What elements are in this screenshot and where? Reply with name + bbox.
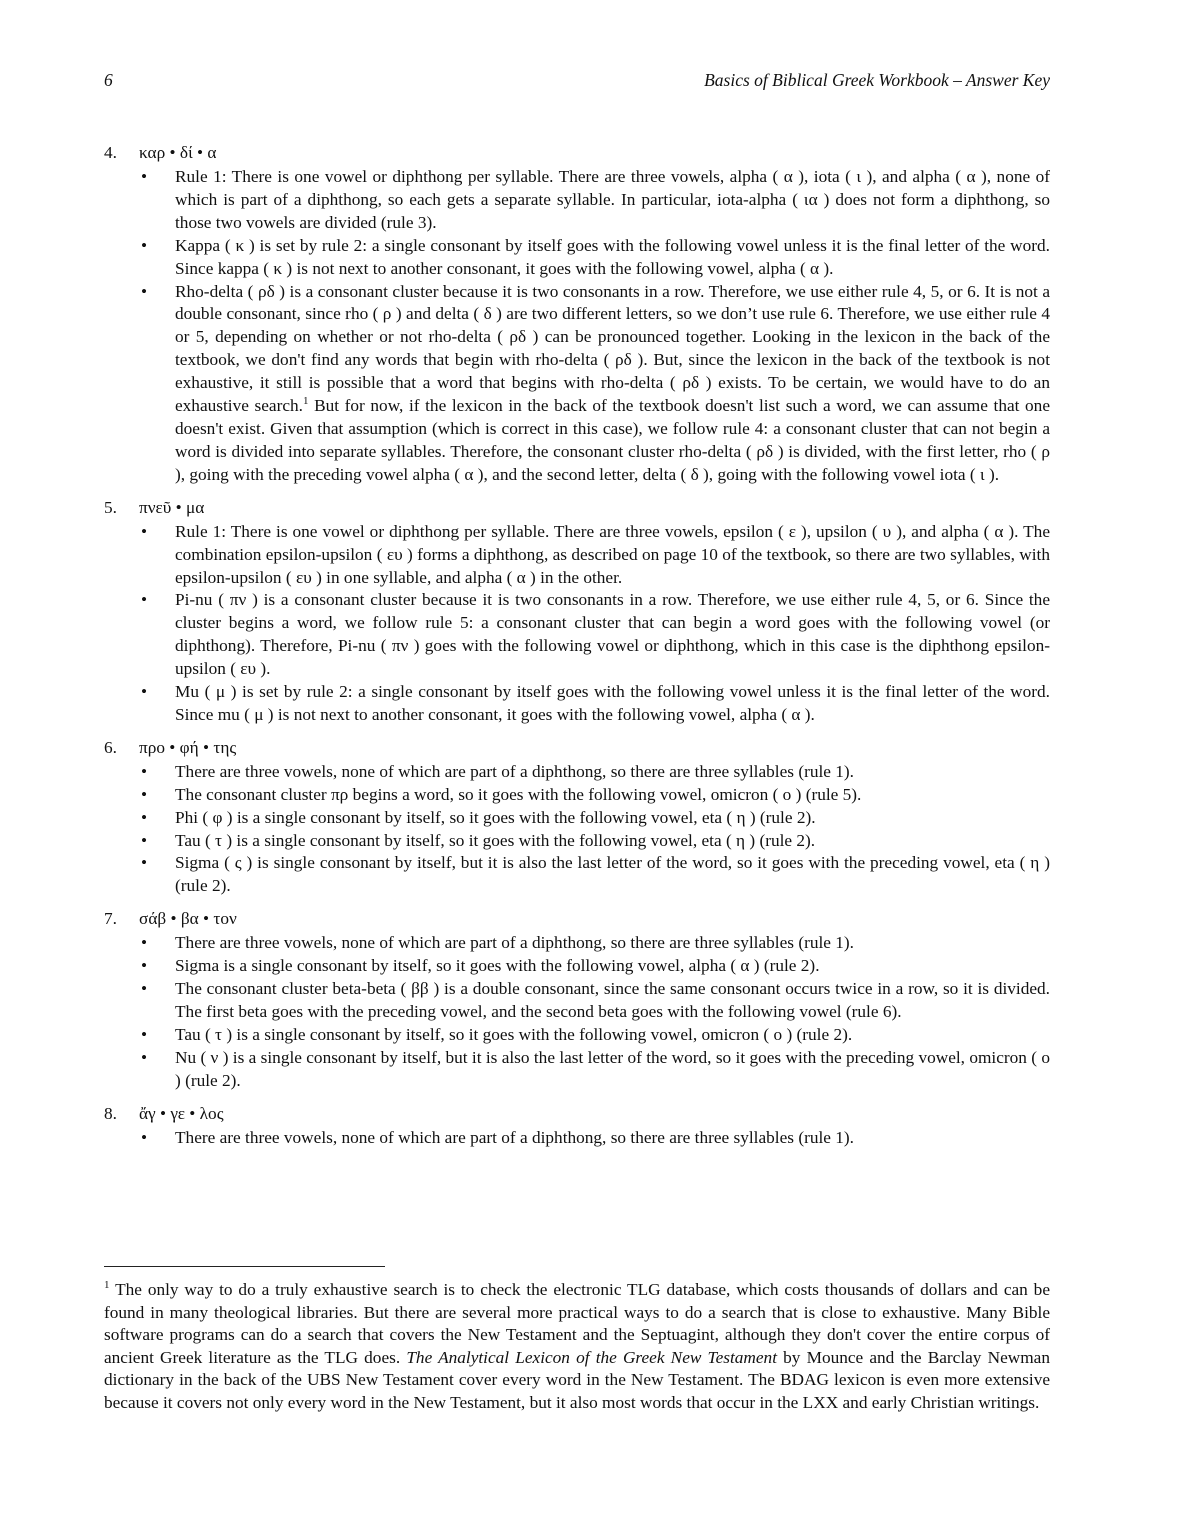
answer-item [104,1103,1050,1150]
explanation-bullet [104,852,1050,898]
bullet-text-continued: But for now, if the lexicon in the back of the textbook doesn't list such a word, we can assume that one doesn't exist. Given that assumption (which is correct in this case), we follow rule 4: a consonant cluster that can not begin a word is divided into separate syllables. Therefore, the consonant cluster rho-delta ( ρδ ) is divided, with the first letter, rho ( ρ ), going with the preceding vowel alpha ( α ), and the second letter, delta ( δ ), going with the following vowel iota ( ι ). [175,396,1050,484]
bullet-icon: • [141,235,148,255]
bullet-text: Phi ( φ ) is a single consonant by itself, so it goes with the following vowel, eta ( η ) (rule 2). [175,807,816,827]
bullet-text: Pi-nu ( πν ) is a consonant cluster because it is two consonants in a row. Therefore, we use either rule 4, 5, or 6. Since the cluster begins a word, we follow rule 5: a consonant cluster that can begin a word goes with the following vowel (or diphthong). Therefore, Pi-nu ( πν ) goes with the following vowel or diphthong, which in this case is the diphthong epsilon-upsilon ( ευ ). [175,590,1050,679]
bullet-text: Rho-delta ( ρδ ) is a consonant cluster because it is two consonants in a row. Therefore, we use either rule 4, 5, or 6. It is not a double consonant, since rho ( ρ ) and delta ( δ ) are two different letters, so we don’t use rule 6. Therefore, we use either rule 4 or 5, depending on whether or not rho-delta ( ρδ ) can be pronounced together. Looking in the lexicon in the back of the textbook, we don't find any words that begin with rho-delta ( ρδ ). But, since the lexicon in the back of the textbook is not exhaustive, it still is possible that a word that begins with rho-delta ( ρδ ) exists. To be certain, we would have to do an exhaustive search. [175,281,1050,416]
greek-word-syllables: ἄγ • γε • λος [139,1103,224,1123]
answer-list [104,142,1050,1160]
bullet-icon: • [141,590,148,610]
answer-item-heading [104,1103,1050,1127]
answer-item-heading [104,497,1050,521]
answer-item-heading [104,142,1050,166]
footnote-text-1: The only way to do a truly exhaustive search is to check the electronic TLG database, which costs thousands of dollars and can be found in many theological libraries. But there are several more practical ways to do a search that is close to exhaustive. Many Bible software programs can do a search that covers the New Testament and the Septuagint, although they don't cover the entire corpus of ancient Greek literature as the TLG does. [104,1280,1050,1367]
bullet-icon: • [141,1047,148,1067]
bullet-text: Sigma is a single consonant by itself, so it goes with the following vowel, alpha ( α ) (rule 2). [175,956,820,976]
explanation-list [104,932,1050,1092]
footnote-marker: 1 [104,1279,110,1291]
footnote-divider [104,1266,385,1267]
explanation-list [104,521,1050,727]
bullet-icon: • [141,933,148,953]
bullet-icon: • [141,167,148,186]
running-title: Basics of Biblical Greek Workbook – Answer Key [704,70,1050,90]
bullet-text: Nu ( ν ) is a single consonant by itself, but it is also the last letter of the word, so it goes with the preceding vowel, omicron ( ο ) (rule 2). [175,1047,1050,1090]
explanation-bullet [104,955,1050,978]
answer-item [104,497,1050,727]
item-number: 4. [104,143,117,162]
bullet-text: The consonant cluster πρ begins a word, so it goes with the following vowel, omicron ( ο ) (rule 5). [175,784,862,804]
item-number: 5. [104,497,117,517]
explanation-bullet [104,1127,1050,1150]
explanation-bullet [104,166,1050,235]
explanation-bullet [104,589,1050,681]
explanation-bullet [104,1047,1050,1093]
bullet-icon: • [141,1024,148,1044]
answer-item [104,737,1050,898]
page-number: 6 [104,70,113,90]
greek-word-syllables: πνεῦ • μα [139,497,205,517]
item-number: 6. [104,737,117,757]
bullet-text: Sigma ( ς ) is single consonant by itself, but it is also the last letter of the word, so it goes with the preceding vowel, eta ( η ) (rule 2). [175,853,1050,896]
explanation-list [104,166,1050,487]
explanation-bullet [104,784,1050,807]
bullet-icon: • [141,979,148,999]
bullet-text: Rule 1: There is one vowel or diphthong per syllable. There are three vowels, alpha ( α ), iota ( ι ), and alpha ( α ), none of which is part of a diphthong, so each gets a separate syllable. In particular, iota-alpha ( ια ) does not form a diphthong, so those two vowels are divided (rule 3). [175,167,1050,232]
answer-item [104,908,1050,1092]
answer-item [104,142,1050,487]
explanation-bullet [104,281,1050,487]
bullet-text: Tau ( τ ) is a single consonant by itself, so it goes with the following vowel, omicron ( ο ) (rule 2). [175,1024,853,1044]
item-number: 8. [104,1103,117,1123]
bullet-icon: • [141,682,148,702]
bullet-icon: • [141,830,148,850]
footnote-reference[interactable]: 1 [302,395,309,408]
footnote-book-title: The Analytical Lexicon of the Greek New Testament [406,1347,777,1367]
footnote-text-2: by Mounce and the Barclay Newman dictionary in the back of the UBS New Testament cover every word in the New Testament. The BDAG lexicon is even more extensive because it covers not only every word in the New Testament, but it also most words that occur in the LXX and early Christian writings. [104,1347,1050,1412]
greek-word-syllables: καρ • δί • α [139,143,217,162]
bullet-icon: • [141,281,148,301]
bullet-icon: • [141,784,148,804]
page-header [104,70,1050,94]
explanation-bullet [104,830,1050,853]
explanation-bullet [104,978,1050,1024]
explanation-bullet [104,932,1050,955]
bullet-icon: • [141,1127,148,1147]
explanation-list [104,761,1050,898]
explanation-bullet [104,807,1050,830]
explanation-bullet [104,1024,1050,1047]
greek-word-syllables: προ • φή • της [139,737,237,757]
bullet-text: Mu ( μ ) is set by rule 2: a single consonant by itself goes with the following vowel unless it is the final letter of the word. Since mu ( μ ) is not next to another consonant, it goes with the following vowel, alpha ( α ). [175,682,1050,724]
explanation-bullet [104,681,1050,727]
bullet-icon: • [141,853,148,873]
bullet-icon: • [141,761,148,781]
bullet-text: There are three vowels, none of which are part of a diphthong, so there are three syllables (rule 1). [175,933,854,953]
footnote [104,1279,1050,1415]
bullet-icon: • [141,807,148,827]
bullet-text: Kappa ( κ ) is set by rule 2: a single consonant by itself goes with the following vowel unless it is the final letter of the word. Since kappa ( κ ) is not next to another consonant, it goes with the following vowel, alpha ( α ). [175,235,1050,278]
explanation-bullet [104,235,1050,281]
explanation-bullet [104,521,1050,590]
bullet-text: Tau ( τ ) is a single consonant by itself, so it goes with the following vowel, eta ( η ) (rule 2). [175,830,816,850]
bullet-text: There are three vowels, none of which are part of a diphthong, so there are three syllables (rule 1). [175,1127,854,1147]
answer-item-heading [104,908,1050,932]
greek-word-syllables: σάβ • βα • τον [139,909,237,929]
item-number: 7. [104,909,117,929]
bullet-text: The consonant cluster beta-beta ( ββ ) is a double consonant, since the same consonant occurs twice in a row, so it is divided. The first beta goes with the preceding vowel, and the second beta goes with the following vowel (rule 6). [175,979,1050,1021]
explanation-bullet [104,761,1050,784]
explanation-list [104,1127,1050,1150]
bullet-text: There are three vowels, none of which are part of a diphthong, so there are three syllables (rule 1). [175,761,854,781]
bullet-icon: • [141,956,148,976]
answer-item-heading [104,737,1050,761]
bullet-text: Rule 1: There is one vowel or diphthong per syllable. There are three vowels, epsilon ( ε ), upsilon ( υ ), and alpha ( α ). The combination epsilon-upsilon ( ευ ) forms a diphthong, as described on page 10 of the textbook, so there are two syllables, with epsilon-upsilon ( ευ ) in one syllable, and alpha ( α ) in the other. [175,521,1050,587]
bullet-icon: • [141,521,148,541]
